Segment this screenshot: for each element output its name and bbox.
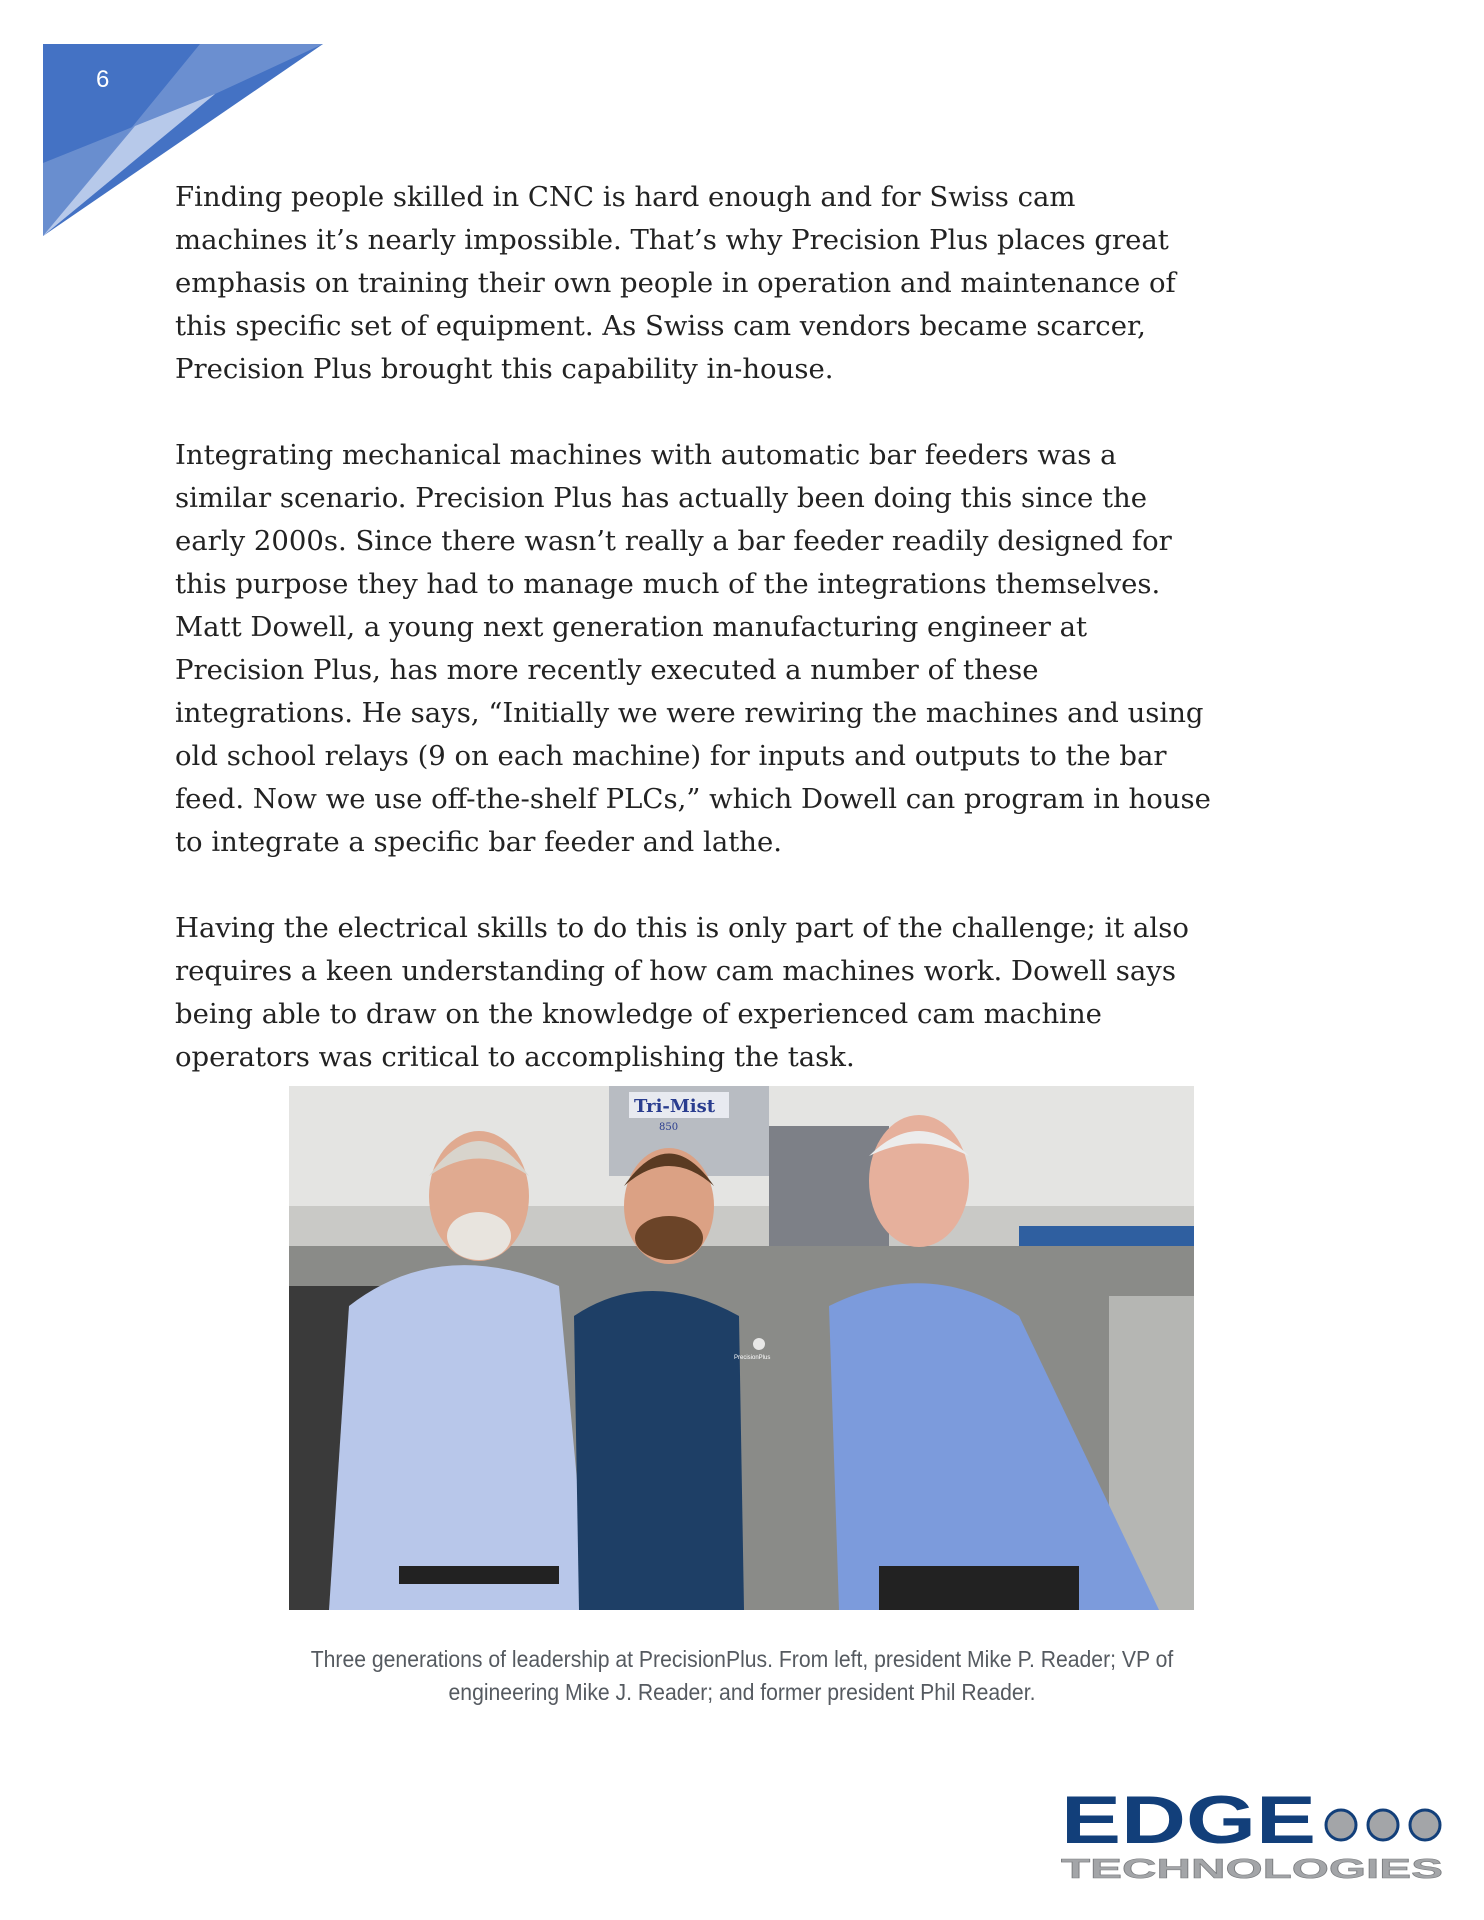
sign-subtext: 850 — [659, 1122, 679, 1133]
text-line: requires a keen understanding of how cam machines work. Dowell says — [175, 955, 1176, 987]
text-line: Precision Plus, has more recently executed a number of these — [175, 654, 1039, 686]
logo-subtitle: TECHNOLOGIES — [1061, 1853, 1443, 1884]
text-line: early 2000s. Since there wasn’t really a bar feeder readily designed for — [175, 525, 1172, 557]
shirt-logo: PrecisionPlus — [734, 1355, 771, 1361]
text-line: Matt Dowell, a young next generation manufacturing engineer at — [175, 611, 1088, 643]
edge-technologies-logo — [1058, 1785, 1450, 1885]
paragraph-3 — [175, 907, 1335, 1079]
text-line: feed. Now we use off-the-shelf PLCs,” which Dowell can program in house — [175, 783, 1211, 815]
caption-line: engineering Mike J. Reader; and former president Phil Reader. — [448, 1679, 1036, 1705]
text-line: integrations. He says, “Initially we were rewiring the machines and using — [175, 697, 1204, 729]
text-line: this purpose they had to manage much of the integrations themselves. — [175, 568, 1161, 600]
paragraph-1 — [175, 176, 1335, 391]
paragraph-2 — [175, 434, 1335, 864]
text-line: Precision Plus brought this capability in-house. — [175, 353, 834, 385]
text-line: similar scenario. Precision Plus has actually been doing this since the — [175, 482, 1148, 514]
text-line: Integrating mechanical machines with automatic bar feeders was a — [175, 439, 1117, 471]
text-line: this specific set of equipment. As Swiss cam vendors became scarcer, — [175, 310, 1146, 342]
text-line: emphasis on training their own people in operation and maintenance of — [175, 267, 1176, 299]
text-line: being able to draw on the knowledge of experienced cam machine — [175, 998, 1102, 1030]
photo-caption — [207, 1643, 1278, 1709]
logo-word: EDGE — [1061, 1785, 1316, 1858]
caption-line: Three generations of leadership at PrecisionPlus. From left, president Mike P. Reader; VP of — [310, 1646, 1174, 1672]
leadership-photo — [289, 1086, 1194, 1610]
text-line: operators was critical to accomplishing the task. — [175, 1041, 855, 1073]
text-line: machines it’s nearly impossible. That’s why Precision Plus places great — [175, 224, 1169, 256]
text-line: Finding people skilled in CNC is hard enough and for Swiss cam — [175, 181, 1076, 213]
page-number: 6 — [96, 66, 110, 93]
sign-text: Tri-Mist — [634, 1096, 716, 1117]
text-line: old school relays (9 on each machine) for inputs and outputs to the bar — [175, 740, 1167, 772]
text-line: Having the electrical skills to do this is only part of the challenge; it also — [175, 912, 1189, 944]
text-line: to integrate a specific bar feeder and lathe. — [175, 826, 783, 858]
